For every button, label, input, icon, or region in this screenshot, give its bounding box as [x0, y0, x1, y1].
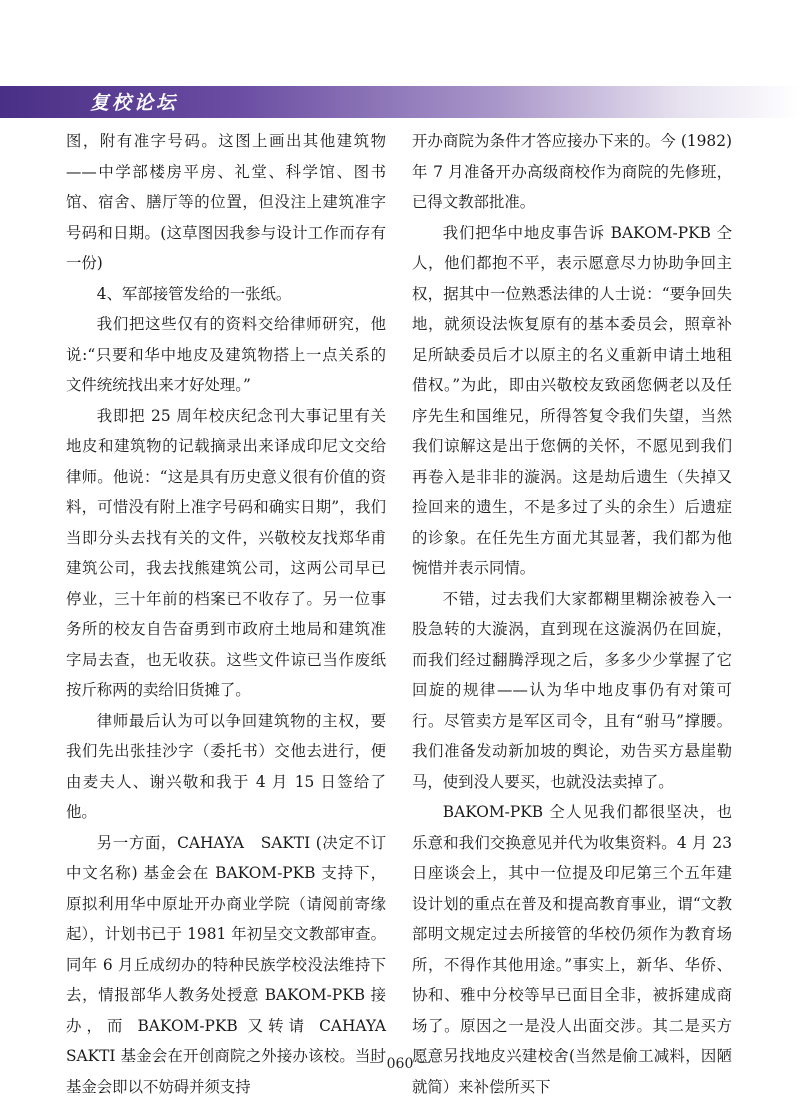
right-column [412, 126, 732, 1102]
page-number: － 060 － [368, 1056, 432, 1072]
paragraph: 4、军部接管发给的一张纸。 [96, 284, 292, 303]
paragraph: 我即把 25 周年校庆纪念刊大事记里有关地皮和建筑物的记载摘录出来译成印尼文交给律师。他说：“这是具有历史意义很有价值的资料，可惜没有附上准字号码和确实日期”，我们当即分头去找有关的文件，兴敬校友找郑华甫建筑公司，我去找熊建筑公司，这两公司早已停业，三十年前的档案已不收存了。另一位事务所的校友自告奋勇到市政府土地局和建筑准字局去查，也无收获。这些文件谅已当作废纸按斤称两的卖给旧货摊了。 [66, 406, 386, 699]
section-title: 复校论坛 [90, 92, 179, 114]
paragraph: 我们把华中地皮事告诉 BAKOM-PKB 仝人，他们都抱不平，表示愿意尽力协助争回主权，据其中一位熟悉法律的人士说：“要争回失地，就须设法恢复原有的基本委员会，照章补足所缺委员后才以原主的名义重新申请土地租借权。”为此，即由兴敬校友致函您俩老以及任序先生和国维兄，所得答复令我们失望，当然我们谅解这是出于您俩的关怀，不愿见到我们再卷入是非非的漩涡。这是劫后遗生（失掉又捡回来的遗生，不是多过了头的余生）后遗症的诊象。在任先生方面尤其显著，我们都为他惋惜并表示同情。 [412, 223, 732, 577]
paragraph: BAKOM-PKB 仝人见我们都很坚决，也乐意和我们交换意见并代为收集资料。4 月 23 日座谈会上，其中一位提及印尼第三个五年建设计划的重点在普及和提高教育事业，谓“文教部明文规定过去所接管的华校仍须作为教育场所，不得作其他用途。”事实上，新华、华侨、协和、雅中分校等早已面目全非，被拆建成商场了。原因之一是没人出面交涉。其二是买方愿意另找地皮兴建校舍(当然是偷工减料，因陋就简）来补偿所买下 [412, 803, 732, 1096]
paragraph: 不错，过去我们大家都糊里糊涂被卷入一股急转的大漩涡，直到现在这漩涡仍在回旋，而我们经过翻腾浮现之后，多多少少掌握了它回旋的规律——认为华中地皮事仍有对策可行。尽管卖方是军区司令，且有“驸马”撑腰。我们准备发动新加坡的舆论，劝告买方悬崖勒马，使到没人要买，也就没法卖掉了。 [412, 589, 732, 791]
paragraph: 律师最后认为可以争回建筑物的主权，要我们先出张挂沙字（委托书）交他去进行，便由麦夫人、谢兴敬和我于 4 月 15 日签给了他。 [66, 711, 386, 821]
paragraph: 开办商院为条件才答应接办下来的。今 (1982) 年 7 月准备开办高级商校作为商院的先修班，已得文教部批准。 [412, 132, 732, 211]
paragraph: 另一方面，CAHAYA SAKTI (决定不订中文名称) 基金会在 BAKOM-PKB 支持下，原拟利用华中原址开办商业学院（请阅前寄缘起），计划书已于 1981 年初呈交文教部审查。同年 6 月丘成纫办的特种民族学校没法维持下去，情报部华人教务处授意 BAKOM-PKB 接办，而 BAKOM-PKB 又转请 CAHAYA SAKTI 基金会在开创商院之外接办该校。当时基金会即以不妨碍并须支持 [66, 833, 402, 1096]
paragraph: 我们把这些仅有的资料交给律师研究，他说:“只要和华中地皮及建筑物搭上一点关系的文件统统找出来才好处理。” [66, 315, 386, 394]
paragraph: 图，附有准字号码。这图上画出其他建筑物——中学部楼房平房、礼堂、科学馆、图书馆、宿舍、膳厅等的位置，但没注上建筑准字号码和日期。(这草图因我参与设计工作而存有一份) [66, 132, 386, 272]
